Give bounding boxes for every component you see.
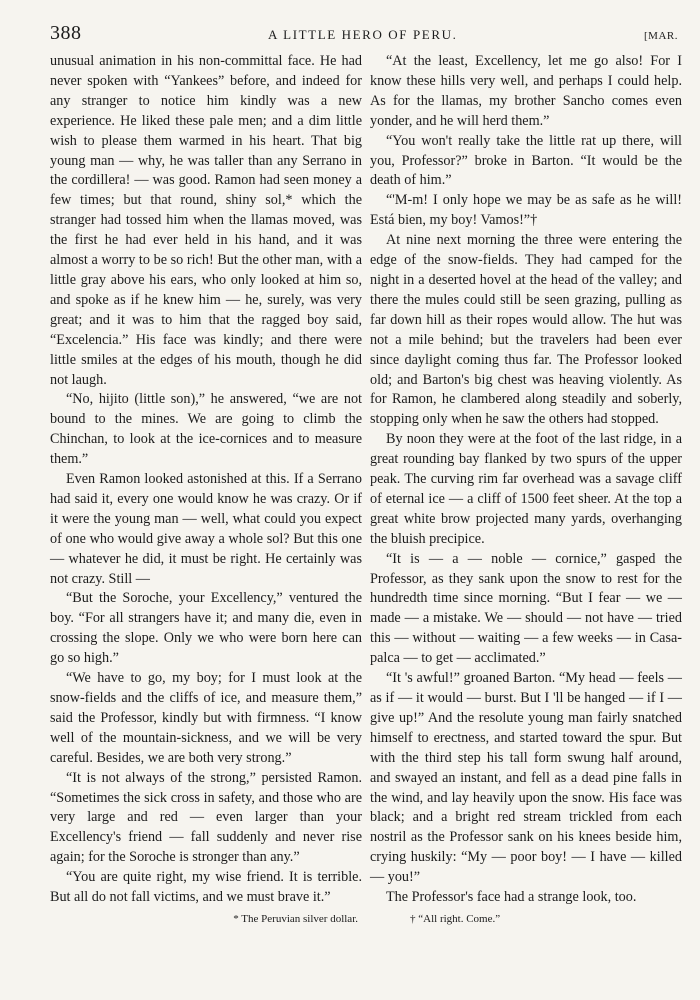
running-header	[50, 22, 678, 46]
paragraph: “At the least, Excellency, let me go also! For I know these hills very well, and perhaps I could help. As for the llamas, my brother Sancho comes even yonder, and he will herd them.”	[370, 53, 682, 129]
paragraph: “You won't really take the little rat up there, will you, Professor?” broke in Barton. “It would be the death of him.”	[370, 132, 682, 189]
running-title: A LITTLE HERO OF PERU.	[268, 27, 458, 42]
paragraph: “It is not always of the strong,” persisted Ramon. “Sometimes the sick cross in safety, and those who are very large and red — even larger than your Excellency's friend — fall suddenly and never rise again; for the Soroche is stronger than any.”	[50, 769, 362, 866]
paragraph: At nine next morning the three were entering the edge of the snow-fields. They had camped for the night in a deserted hovel at the head of the valley; and there the mules could still be seen grazing, pulling as far down hill as their ropes would allow. The hut was not a mile behind; but the travelers had been ever since daylight coming thus far. The Professor looked old; and Barton's big chest was heaving violently. As for Ramon, he clambered along steadily and soberly, stopping only when he saw the others had stopped.	[370, 232, 682, 428]
paragraph: “But the Soroche, your Excellency,” ventured the boy. “For all strangers have it; and many die, even in crossing the slope. Only we who were born here can go so high.”	[50, 590, 362, 667]
paragraph: The Professor's face had a strange look, too.	[386, 889, 637, 906]
footnote: * The Peruvian silver dollar.	[233, 912, 358, 925]
paragraph: “It is — a — noble — cornice,” gasped the Professor, as they sank upon the snow to rest for the hundredth time since morning. “But I fear — we — made — a mistake. We — should — not have — tried this — without — waiting — a few weeks — in Casa-palca — to get — acclimated.”	[370, 550, 682, 667]
paragraph: “You are quite right, my wise friend. It is terrible. But all do not fall victims, and we must brave it.”	[50, 869, 362, 906]
paragraph: By noon they were at the foot of the last ridge, in a great rounding bay flanked by two spurs of the upper peak. The curving rim far overhead was a savage cliff of eternal ice — a cliff of 1500 feet sheer. At the top a great white brow projected many yards, overhanging the bluish precipice.	[370, 431, 682, 547]
paragraph: “No, hijito (little son),” he answered, “we are not bound to the mines. We are going to climb the Chinchan, to look at the ice-cornices and to measure them.”	[50, 391, 362, 468]
paragraph: Even Ramon looked astonished at this. If a Serrano had said it, every one would know he was crazy. Or if it were the young man — well, what could you expect of one who would give away a whole sol? But this one — whatever he did, it must be right. He certainly was not crazy. Still —	[50, 471, 362, 587]
footnote: † “All right. Come.”	[410, 912, 501, 925]
right-column	[370, 52, 682, 926]
paragraph: “'M-m! I only hope we may be as safe as he will! Está bien, my boy! Vamos!”†	[370, 192, 682, 229]
paragraph: unusual animation in his non-committal face. He had never spoken with “Yankees” before, and indeed for any stranger to notice him kindly was a new experience. He liked these pale men; and a dim little wish to please them warmed in his heart. That big young man — why, he was taller than any Serrano in the cordillera! — was good. Ramon had seen money a few times; but that round, shiny sol,* which the stranger had tossed him when the llamas moved, was the first he had ever held in his hand, and it was almost a worry to be so rich! But the other man, with a little gray above his ears, who only looked at him so, and spoke as if he knew him — he, surely, was very great; and it was to him that the ragged boy said, “Excelencia.” His face was kindly; and there were little smiles at the edges of his mouth, though he did not laugh.	[50, 53, 362, 388]
paragraph: “We have to go, my boy; for I must look at the snow-fields and the cliffs of ice, and measure them,” said the Professor, kindly but with firmness. “I know well of the mountain-sickness, and we will be very careful. Besides, we are both very strong.”	[50, 670, 362, 766]
issue-month: [MAR.	[644, 30, 678, 42]
left-column	[50, 52, 362, 926]
page-number: 388	[50, 22, 82, 44]
paragraph: “It 's awful!” groaned Barton. “My head — feels — as if — it would — burst. But I 'll be hanged — if I — give up!” And the resolute young man fairly snatched himself to erectness, and started toward the spur. But with the third step his tall form swung half around, and swayed an instant, and fell as a dead pine falls in the wind, and lay heavily upon the snow. His face was black; and a bright red stream trickled from each nostril as the Professor sank on his knees beside him, crying huskily: “My — poor boy! — I have — killed — you!”	[370, 670, 682, 886]
